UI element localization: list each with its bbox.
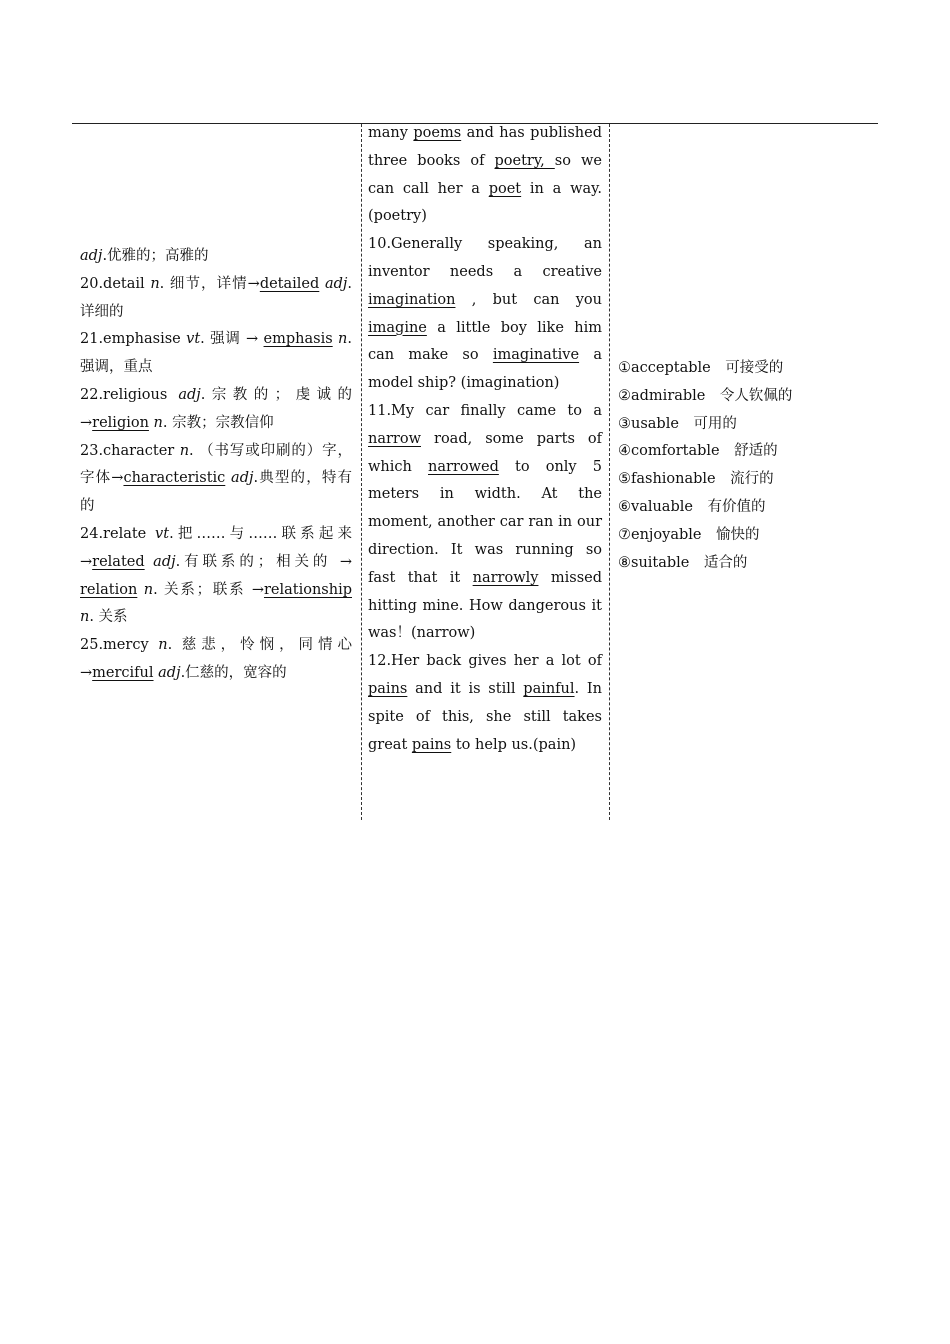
word-item: ④comfortable 舒适的 — [618, 443, 778, 460]
answer-word: narrowly — [472, 569, 539, 586]
text-run: .宗教的；虔诚的 → — [80, 386, 353, 431]
right-column-word-list — [618, 355, 858, 577]
entry-m10 — [368, 231, 602, 398]
column-separator-right — [609, 124, 610, 820]
word-item: ①acceptable 可接受的 — [618, 360, 784, 376]
text-run: . 关系 — [89, 609, 128, 626]
answer-word: pains — [368, 680, 408, 697]
entry-m9 — [368, 120, 602, 231]
text-run: 11.My car finally came to a — [368, 402, 602, 419]
text-run: 24.relate — [80, 525, 156, 542]
text-run: . 强调，重点 — [80, 331, 352, 376]
part-of-speech: adj — [153, 553, 176, 570]
text-run: 10.Generally speaking, an inventor needs a creative — [368, 236, 602, 280]
text-run: .把……与……联系起来→ — [80, 525, 353, 570]
text-run: , but can you — [455, 291, 602, 308]
part-of-speech: n — [153, 414, 163, 431]
entry-l0 — [80, 243, 352, 271]
entry-l22 — [80, 382, 352, 438]
word-item: ②admirable 令人钦佩的 — [618, 387, 793, 404]
word-item: ⑧suitable 适合的 — [618, 554, 748, 571]
word-item: ⑥valuable 有价值的 — [618, 498, 766, 515]
text-run: 20.detail — [80, 275, 151, 292]
text-run: . 宗教；宗教信仰 — [162, 414, 274, 431]
text-run: 21.emphasise — [80, 331, 187, 348]
text-run: and has published three books of — [368, 125, 602, 169]
middle-column-exercises — [368, 120, 602, 759]
part-of-speech: n — [143, 581, 154, 598]
answer-word: pains — [411, 736, 452, 753]
entry-l24 — [80, 521, 352, 632]
text-run: to help us.(pain) — [451, 736, 577, 753]
part-of-speech: vt — [155, 525, 170, 542]
word-item: ⑤fashionable 流行的 — [618, 471, 774, 488]
text-run: .仁慈的，宽容的 — [180, 664, 287, 681]
answer-word: narrow — [368, 430, 421, 447]
entry-l21 — [80, 326, 352, 382]
text-run: .详细的 — [80, 275, 352, 320]
answer-word: poems — [413, 125, 462, 141]
answer-word: poetry, — [494, 152, 555, 169]
answer-word: narrowed — [428, 458, 499, 475]
text-run: . 强调 → — [200, 331, 264, 348]
text-run: 25.mercy — [80, 637, 159, 654]
answer-word: imagination — [368, 291, 456, 308]
text-run: 23.character — [80, 442, 180, 459]
part-of-speech: n — [338, 331, 348, 348]
text-run: . In spite of this, she still takes great — [368, 680, 602, 753]
word-item: ⑦enjoyable 愉快的 — [618, 526, 760, 543]
text-run: so we can call her a — [368, 152, 602, 197]
text-run: a model ship? (imagination) — [368, 347, 602, 392]
text-run: . 慈悲，怜悯，同情心 → — [80, 637, 352, 681]
answer-word: emphasis — [263, 331, 333, 348]
part-of-speech: adj — [178, 386, 201, 403]
part-of-speech: n — [179, 442, 190, 459]
answer-word: merciful — [92, 664, 154, 681]
answer-word: detailed — [259, 275, 320, 292]
answer-word: relation — [80, 581, 138, 598]
entry-l23 — [80, 438, 352, 521]
part-of-speech: adj — [80, 248, 103, 264]
text-run: many — [368, 125, 414, 141]
answer-word: religion — [92, 414, 149, 431]
text-run: missed hitting mine. How dangerous it was！(narrow) — [368, 569, 602, 642]
part-of-speech: n — [158, 637, 168, 654]
text-run: . 关系；联系 → — [153, 581, 264, 598]
part-of-speech: n — [150, 275, 160, 292]
answer-word: characteristic — [123, 470, 226, 487]
text-run: 22.religious — [80, 386, 179, 403]
answer-word: imagine — [368, 319, 427, 336]
part-of-speech: adj — [158, 664, 181, 681]
column-separator-left — [361, 124, 362, 820]
text-run: to only 5 meters in width. At the moment, another car ran in our direction. It was running so fast that it — [368, 458, 602, 586]
text-run: .典型的，特有的 — [80, 470, 353, 515]
text-run: in a way.(poetry) — [368, 180, 602, 225]
entry-l20 — [80, 271, 352, 327]
text-run: 12.Her back gives her a lot of — [368, 653, 602, 670]
part-of-speech: adj — [324, 275, 348, 292]
entry-m11 — [368, 398, 602, 648]
text-run: . 细节，详情→ — [159, 275, 260, 292]
left-column-vocabulary — [80, 243, 352, 688]
answer-word: related — [92, 553, 145, 570]
entry-m12 — [368, 648, 602, 759]
part-of-speech: adj — [231, 470, 254, 487]
answer-word: painful — [523, 680, 575, 697]
text-run: a little boy like him can make so — [368, 319, 602, 364]
part-of-speech: vt — [186, 331, 201, 348]
answer-word: poet — [488, 180, 522, 197]
word-item: ③usable 可用的 — [618, 415, 737, 432]
entry-l25 — [80, 632, 352, 688]
text-run — [145, 554, 154, 570]
text-run: .有联系的；相关的 → — [175, 553, 352, 570]
answer-word: imaginative — [492, 347, 580, 364]
answer-word: relationship — [263, 581, 352, 598]
text-run: . （书写或印刷的）字，字体→ — [80, 442, 352, 487]
part-of-speech: n — [80, 609, 90, 626]
text-run: .优雅的；高雅的 — [102, 248, 209, 264]
text-run: and it is still — [407, 680, 524, 697]
text-run: road, some parts of which — [368, 430, 602, 475]
